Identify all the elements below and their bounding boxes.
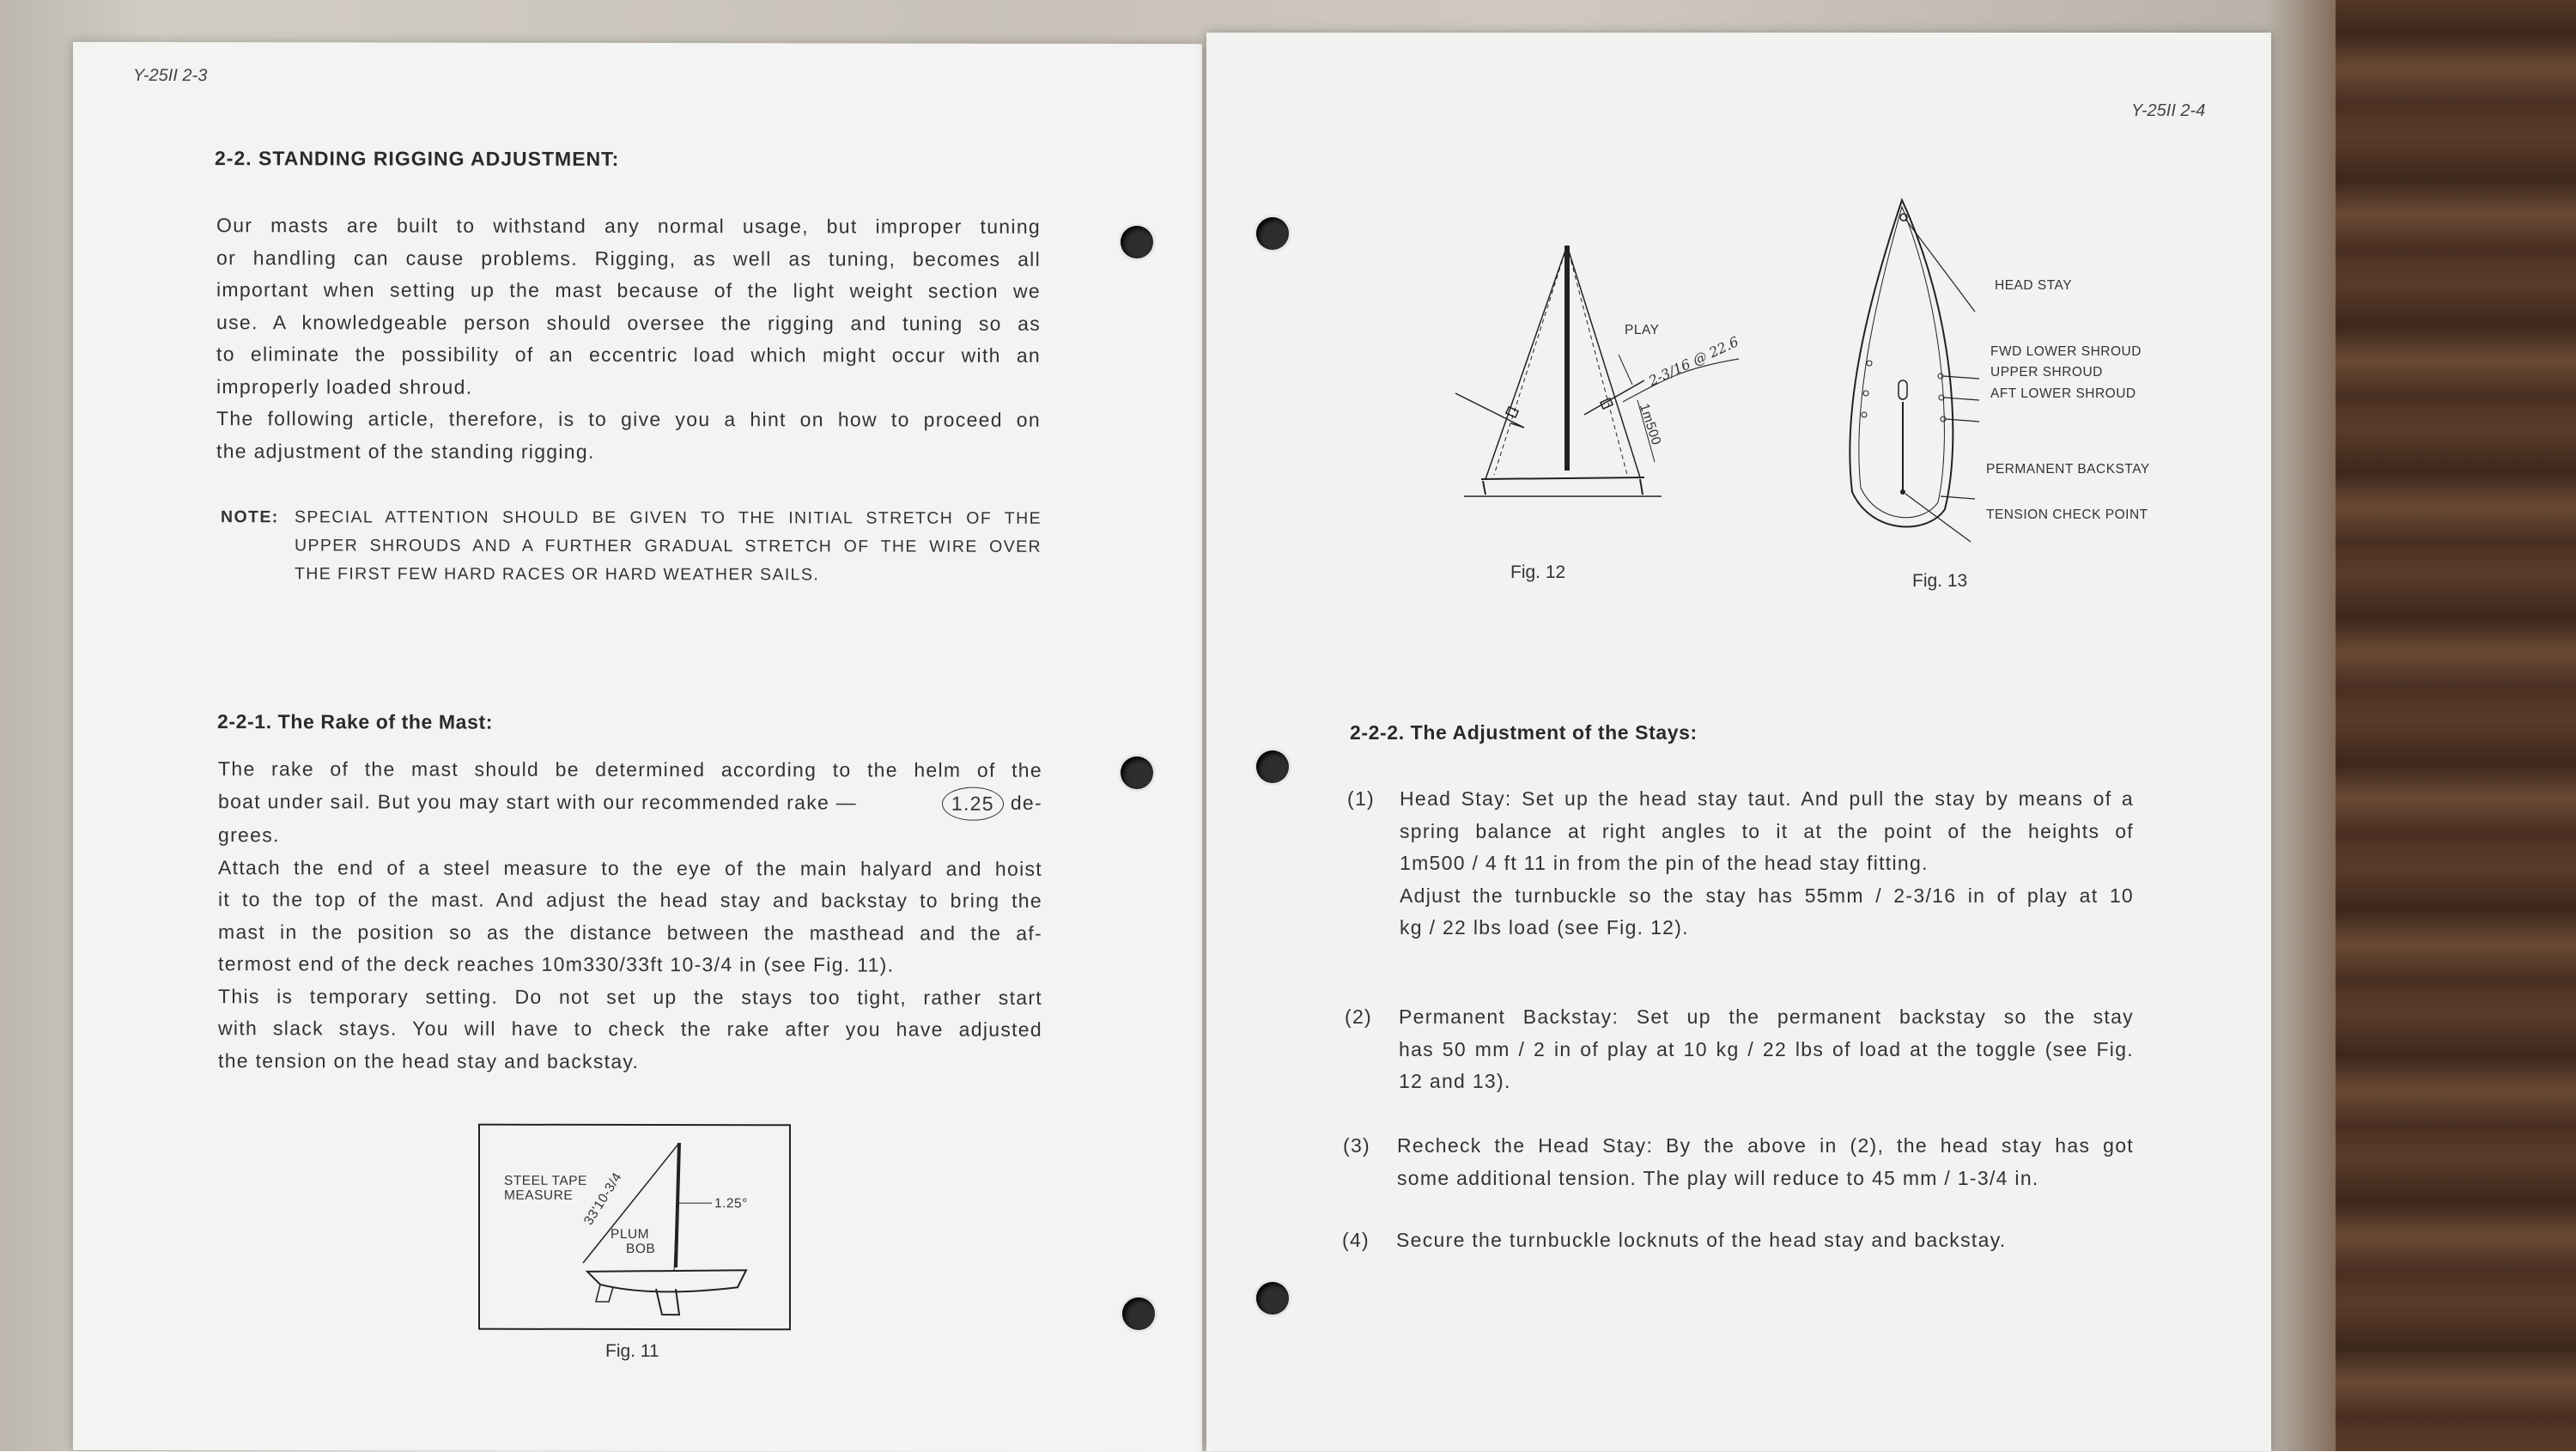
text-line: with slack stays. You will have to check the rake after you have adjusted xyxy=(218,1012,1042,1046)
fig11-label: BOB xyxy=(626,1242,655,1257)
rake-paragraph xyxy=(218,753,1042,1078)
text-line: or handling can cause problems. Rigging, as well as tuning, becomes all xyxy=(216,242,1041,276)
intro-paragraph xyxy=(216,210,1041,469)
fig11-label: PLUM xyxy=(611,1227,649,1242)
fig13-label: UPPER SHROUD xyxy=(1990,365,2103,380)
item-number: (1) xyxy=(1347,783,1375,816)
text-line: the adjustment of the standing rigging. xyxy=(216,435,1041,469)
text-line: Adjust the turnbuckle so the stay has 55mm / 2-3/16 in of play at 10 xyxy=(1400,880,2134,913)
fig11-label: MEASURE xyxy=(504,1188,573,1204)
item-text xyxy=(1399,1001,2134,1098)
punch-hole xyxy=(1256,217,1289,250)
item-text: Secure the turnbuckle locknuts of the head stay and backstay. xyxy=(1396,1224,2006,1257)
fig12-handwritten-note: 2-3/16 @ 22.6 xyxy=(1646,333,1741,389)
fig13-label: HEAD STAY xyxy=(1995,278,2072,294)
text-line: The rake of the mast should be determined according to the helm of the xyxy=(218,753,1042,787)
text-line: Head Stay: Set up the head stay taut. And pull the stay by means of a xyxy=(1400,783,2134,816)
text-line: Permanent Backstay: Set up the permanent backstay so the stay xyxy=(1399,1001,2134,1034)
note-text xyxy=(295,503,1042,590)
text-line: has 50 mm / 2 in of play at 10 kg / 22 lbs of load at the toggle (see Fig. xyxy=(1399,1034,2134,1066)
note-line: SPECIAL ATTENTION SHOULD BE GIVEN TO THE INITIAL STRETCH OF THE xyxy=(295,503,1042,533)
text-line: grees. xyxy=(218,819,1042,853)
text-line: 12 and 13). xyxy=(1399,1066,2134,1098)
text-line: This is temporary setting. Do not set up the stays too tight, rather start xyxy=(218,981,1042,1014)
subsection-title: 2-2-1. The Rake of the Mast: xyxy=(217,710,493,734)
left-page xyxy=(73,42,1202,1452)
subsection-title: 2-2-2. The Adjustment of the Stays: xyxy=(1350,721,1698,744)
text-line: it to the top of the mast. And adjust the head stay and backstay to bring the xyxy=(218,884,1042,917)
text-line: use. A knowledgeable person should oversee the rigging and tuning so as xyxy=(216,307,1041,340)
fig12-caption: Fig. 12 xyxy=(1510,562,1565,583)
text-line: important when setting up the mast because of the light weight section we xyxy=(216,274,1041,307)
page-header: Y-25II 2-3 xyxy=(133,66,207,86)
rake-value-group xyxy=(942,787,1042,821)
text-line: mast in the position so as the distance between the masthead and the af- xyxy=(218,916,1042,950)
text-fragment: de- xyxy=(1011,787,1042,821)
item-text xyxy=(1397,1130,2134,1194)
punch-hole xyxy=(1121,226,1153,258)
fig13-label: TENSION CHECK POINT xyxy=(1986,507,2148,523)
item-number: (2) xyxy=(1345,1001,1372,1034)
punch-hole xyxy=(1121,756,1153,789)
right-page xyxy=(1206,33,2271,1451)
note-line: UPPER SHROUDS AND A FURTHER GRADUAL STRETCH OF THE WIRE OVER xyxy=(295,532,1042,562)
text-line: Attach the end of a steel measure to the eye of the main halyard and hoist xyxy=(218,852,1042,885)
fig12-label-height: 1m500 xyxy=(1636,402,1664,447)
text-line: improperly loaded shroud. xyxy=(216,371,1041,404)
note-line: THE FIRST FEW HARD RACES OR HARD WEATHER SAILS. xyxy=(295,560,1042,590)
text-fragment: boat under sail. But you may start with our recommended rake — xyxy=(218,786,857,821)
fig11-label: 33'10-3/4 xyxy=(581,1170,626,1229)
text-line: kg / 22 lbs load (see Fig. 12). xyxy=(1400,912,2134,945)
wood-surface xyxy=(2336,0,2576,1451)
text-line: termost end of the deck reaches 10m330/33ft 10-3/4 in (see Fig. 11). xyxy=(218,948,1042,981)
text-line: Our masts are built to withstand any normal usage, but improper tuning xyxy=(216,210,1041,243)
text-line: Recheck the Head Stay: By the above in (2), the head stay has got xyxy=(1397,1130,2134,1163)
text-line: The following article, therefore, is to give you a hint on how to proceed on xyxy=(216,403,1041,436)
punch-hole xyxy=(1256,750,1289,783)
text-line: some additional tension. The play will reduce to 45 mm / 1-3/4 in. xyxy=(1397,1163,2134,1195)
fig13-caption: Fig. 13 xyxy=(1912,571,1967,592)
note-label: NOTE: xyxy=(221,503,279,532)
section-title: 2-2. STANDING RIGGING ADJUSTMENT: xyxy=(215,147,619,171)
text-line: to eliminate the possibility of an eccentric load which might occur with an xyxy=(216,338,1041,372)
fig11-label: STEEL TAPE xyxy=(504,1174,587,1189)
text-line: spring balance at right angles to it at the point of the heights of xyxy=(1400,816,2134,848)
fig11-frame xyxy=(478,1124,791,1331)
page-header: Y-25II 2-4 xyxy=(2131,101,2205,121)
fig11-caption: Fig. 11 xyxy=(605,1341,659,1362)
text-line: the tension on the head stay and backstay. xyxy=(218,1045,1042,1078)
punch-hole xyxy=(1256,1282,1289,1315)
item-number: (4) xyxy=(1342,1224,1370,1257)
text-line: 1m500 / 4 ft 11 in from the pin of the head stay fitting. xyxy=(1400,848,2134,880)
fig11-label: 1.25° xyxy=(714,1196,748,1212)
text-line xyxy=(218,786,1042,821)
fig13-label: PERMANENT BACKSTAY xyxy=(1986,462,2150,477)
fig13-label: FWD LOWER SHROUD xyxy=(1990,344,2142,360)
item-number: (3) xyxy=(1343,1130,1370,1163)
fig12-label-play: PLAY xyxy=(1625,323,1660,338)
punch-hole xyxy=(1122,1297,1155,1330)
item-text xyxy=(1400,783,2134,945)
fig13-label: AFT LOWER SHROUD xyxy=(1990,386,2136,402)
rake-value-circled: 1.25 xyxy=(942,787,1004,821)
